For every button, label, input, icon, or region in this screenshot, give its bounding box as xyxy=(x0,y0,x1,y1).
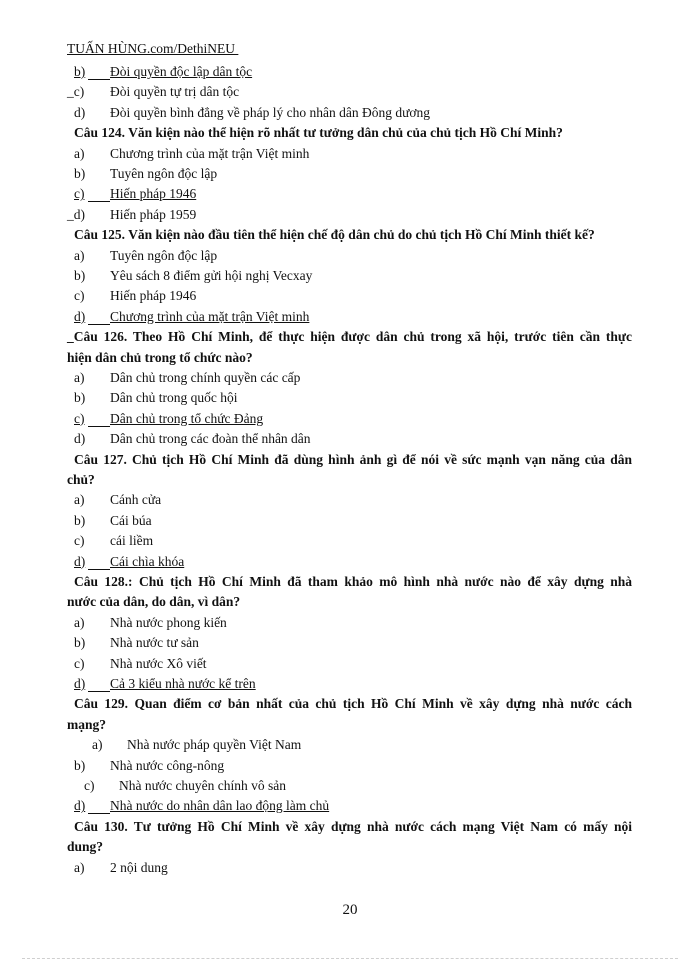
option-text: Nhà nước chuyên chính vô sản xyxy=(119,778,287,793)
option-marker: d) xyxy=(74,676,86,691)
option-text: Chương trình của mặt trận Việt minh xyxy=(110,145,310,161)
option-marker: _d) xyxy=(67,206,85,222)
option-marker: d) xyxy=(74,104,86,120)
correct-answer-text: Hiến pháp 1946 xyxy=(110,186,197,202)
option-text: Hiến pháp 1946 xyxy=(110,288,197,304)
option-text: Nhà nước công-nông xyxy=(110,757,225,773)
option-text: cái liềm xyxy=(110,533,154,549)
question-text-line1: Câu 128.: Chủ tịch Hồ Chí Minh đã tham khảo mô hình nhà nước nào để xây dựng nhà xyxy=(74,574,632,589)
question-text-line2: hiện dân chủ trong tổ chức nào? xyxy=(67,349,253,365)
option-text: Nhà nước pháp quyền Việt Nam xyxy=(127,737,302,753)
correct-answer-text: Chương trình của mặt trận Việt minh xyxy=(110,308,310,324)
page-header: TUẤN HÙNG.com/DethiNEU xyxy=(67,41,239,56)
option-text: Cái búa xyxy=(110,512,152,528)
option-marker: c) xyxy=(74,533,85,549)
page-bottom-border xyxy=(22,958,678,959)
underline-gap xyxy=(88,309,110,325)
underline-gap xyxy=(88,798,110,814)
option-marker: d) xyxy=(74,431,86,447)
correct-answer-text: Cả 3 kiểu nhà nước kể trên xyxy=(110,676,256,691)
option-marker: c) xyxy=(84,778,95,793)
page-number: 20 xyxy=(342,902,358,918)
option-marker: d) xyxy=(74,798,86,814)
option-marker: c) xyxy=(74,655,85,671)
option-marker: c) xyxy=(74,288,85,304)
underline-gap xyxy=(88,64,110,80)
question-text: Câu 124. Văn kiện nào thể hiện rõ nhất tư tưởng dân chủ của chủ tịch Hồ Chí Minh? xyxy=(74,125,563,141)
option-text: Tuyên ngôn độc lập xyxy=(110,166,218,181)
correct-answer-text: Nhà nước do nhân dân lao động làm chủ xyxy=(110,798,330,814)
option-marker: c) xyxy=(74,186,85,202)
option-marker: a) xyxy=(74,492,85,508)
question-text-line2: mạng? xyxy=(67,716,107,732)
correct-answer-text: Đòi quyền độc lập dân tộc xyxy=(110,64,253,79)
option-marker: b) xyxy=(74,635,86,651)
question-text: Câu 125. Văn kiện nào đầu tiên thể hiện chế độ dân chủ do chủ tịch Hồ Chí Minh thiết kế? xyxy=(74,227,595,243)
option-marker: d) xyxy=(74,553,86,569)
option-marker: c) xyxy=(74,410,85,426)
option-marker: a) xyxy=(74,370,85,385)
option-text: Nhà nước Xô viết xyxy=(110,655,207,671)
option-marker: a) xyxy=(74,145,85,161)
option-marker: _c) xyxy=(67,84,85,100)
option-marker: b) xyxy=(74,64,86,79)
option-text: Tuyên ngôn độc lập xyxy=(110,247,218,263)
option-marker: d) xyxy=(74,308,86,324)
option-marker: b) xyxy=(74,390,86,406)
option-marker: b) xyxy=(74,166,86,181)
option-text: Hiến pháp 1959 xyxy=(110,206,197,222)
question-text-line1: _Câu 126. Theo Hồ Chí Minh, để thực hiện được dân chủ trong xã hội, trước tiên cần thực xyxy=(67,329,632,345)
underline-gap xyxy=(88,411,110,427)
option-marker: b) xyxy=(74,757,86,773)
underline-gap xyxy=(88,554,110,570)
option-text: Nhà nước phong kiến xyxy=(110,614,227,630)
question-text-line1: Câu 129. Quan điểm cơ bản nhất của chủ tịch Hồ Chí Minh về xây dựng nhà nước cách xyxy=(74,696,632,712)
question-text-line2: nước của dân, do dân, vì dân? xyxy=(67,594,241,610)
question-text-line2: chủ? xyxy=(67,472,95,487)
option-text: Dân chủ trong quốc hội xyxy=(110,390,238,406)
option-text: Dân chủ trong các đoàn thể nhân dân xyxy=(110,431,311,447)
option-text: Cánh cửa xyxy=(110,492,162,508)
option-marker: b) xyxy=(74,512,86,528)
option-text: Đòi quyền bình đẳng về pháp lý cho nhân dân Đông dương xyxy=(110,104,431,120)
option-marker: a) xyxy=(74,614,85,630)
correct-answer-text: Dân chủ trong tổ chức Đảng xyxy=(110,410,264,426)
option-text: Dân chủ trong chính quyền các cấp xyxy=(110,370,301,385)
option-text: Yêu sách 8 điểm gửi hội nghị Vecxay xyxy=(110,268,313,283)
option-marker: a) xyxy=(74,247,85,263)
correct-answer-text: Cái chìa khóa xyxy=(110,553,185,569)
underline-gap xyxy=(88,676,110,692)
option-text: 2 nội dung xyxy=(110,859,168,875)
option-marker: b) xyxy=(74,268,86,283)
question-text-line2: dung? xyxy=(67,839,104,855)
option-marker: a) xyxy=(92,737,103,753)
option-marker: a) xyxy=(74,859,85,875)
underline-gap xyxy=(88,186,110,202)
option-text: Nhà nước tư sản xyxy=(110,635,199,651)
question-text-line1: Câu 130. Tư tưởng Hồ Chí Minh về xây dựng nhà nước cách mạng Việt Nam có mấy nội xyxy=(74,818,632,834)
option-text: Đòi quyền tự trị dân tộc xyxy=(110,84,240,100)
question-text-line1: Câu 127. Chủ tịch Hồ Chí Minh đã dùng hình ảnh gì để nói về sức mạnh vạn năng của dân xyxy=(74,451,632,467)
